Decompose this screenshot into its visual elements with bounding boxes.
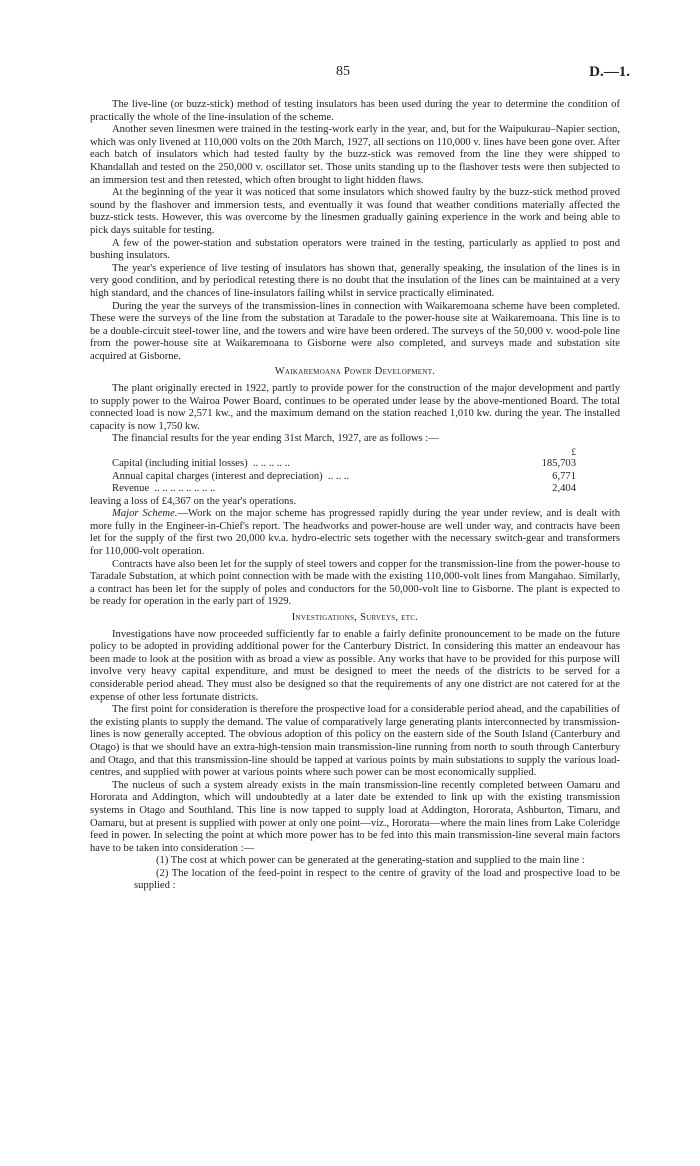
major-scheme-text: —Work on the major scheme has progressed rapidly during the year under review, and is dealt with more fully in the Engineer-in-Chief's report. The headworks and power-house are well under way, and contracts have been let for the supply of the first two 20,000 kv.a. hydro-electric sets together with the necessary switch-gear and transformers for 110,000-volt operation. [90,508,620,558]
dot-leaders: .. .. .. [328,470,350,482]
paragraph: The financial results for the year ending 31st March, 1927, are as follows :— [112,433,439,445]
paragraph: During the year the surveys of the transmission-lines in connection with Waikaremoana scheme have been completed. These were the surveys of the line from the substation at Taradale to the power-house site at Waikaremoana. This line is to be a double-circuit steel-tower line, and the towers and wire have been ordered. The surveys of the 50,000 v. wood-pole line from the power-house site at Waikaremoana to Gisborne were also completed, and surveys made and substation site acquired at Gisborne. [90,300,620,362]
table-row [112,458,576,470]
document-body [90,99,620,893]
paragraph: The nucleus of such a system already exists in the main transmission-line recently completed between Oamaru and Hororata and Addington, which will undoubtedly at a later date be extended to link up with the existing transmission systems in Otago and Southland. This line is now tapped to supply load at Addington, Hororata, Ashburton, Timaru, and Oamaru, but at present is supplied with power at only one point—viz., Hororata—where the main lines from Lake Coleridge feed in power. In selecting the point at which more power has to be fed into this main transmission-line several main factors have to be taken into consideration :— [90,779,620,854]
paragraph: The live-line (or buzz-stick) method of testing insulators has been used during the year to determine the condition of practically the whole of the line-insulation of the scheme. [90,99,620,123]
financial-results-table [112,446,576,496]
table-row [112,471,576,483]
paragraph: The plant originally erected in 1922, partly to provide power for the construction of the major development and partly to supply power to the Wairoa Power Board, continues to be operated under lease by the above-mentioned Board. The total connected load is now 2,571 kw., and the maximum demand on the station reached 1,010 kw. during the year. The installed capacity is now 1,750 kw. [90,383,620,432]
row-label: Annual capital charges (interest and depreciation) [112,470,323,482]
row-label: Revenue [112,483,150,495]
major-scheme-paragraph [90,508,620,558]
paragraph: The year's experience of live testing of insulators has shown that, generally speaking, the insulation of the lines is in very good condition, and by periodical retesting there is no doubt that the insulation of the lines can be maintained at a very high standard, and the chances of line-insulators failing whilst in service practically eliminated. [90,262,620,299]
section-heading-waikaremoana: Waikaremoana Power Development. [274,366,436,378]
page-header [0,64,700,84]
paragraph: Investigations have now proceeded sufficiently far to enable a fairly definite pronouncement to be made on the future policy to be adopted in providing additional power for the Canterbury District. In considering this matter an endeavour has been made to look at the position with as broad a view as possible. Any works that have to be provided for this purpose will involve very heavy capital expenditure, and must be designed to meet the needs of the districts to be served for a considerable period ahead. They must also be designed so that the requirements of any one district are not catered for at the expense of other less fortunate districts. [90,628,620,703]
currency-unit: £ [571,447,576,458]
loss-statement: leaving a loss of £4,367 on the year's operations. [90,495,297,507]
row-label: Capital (including initial losses) [112,458,248,470]
dot-leaders: .. .. .. .. .. [252,458,291,470]
paragraph: A few of the power-station and substation operators were trained in the testing, particularly as applied to post and bushing insulators. [90,237,620,262]
dot-leaders: .. .. .. .. .. .. .. .. [154,483,216,495]
major-scheme-lead: Major Scheme. [112,508,178,520]
row-amount: 185,703 [541,458,576,470]
numbered-item: (2) The location of the feed-point in respect to the centre of gravity of the load and prospective load to be supplied : [134,867,620,892]
paragraph: At the beginning of the year it was noticed that some insulators which showed faulty by the buzz-stick method proved sound by the flashover and immersion tests, and eventually it was found that weather conditions materially affected the buzz-stick tests. However, this was overcome by the linesmen gradually gaining experience in the work and being able to pick days suitable for testing. [90,187,620,236]
row-amount: 2,404 [552,483,576,495]
paragraph: Another seven linesmen were trained in the testing-work early in the year, and, but for the Waipukurau–Napier section, which was only livened at 110,000 volts on the 20th March, 1927, all sections on 110,000 v. lines have been gone over. After each batch of insulators which had tested faulty by the buzz-stick was removed from the line they were shipped to Khandallah and tested on the 250,000 v. oscillator set. Those units standing up to the flashover tests were then subjected to an immersion test and then retested, which often brought to light hidden flaws. [90,124,620,186]
numbered-item: (1) The cost at which power can be generated at the generating-station and supplied to the main line : [156,855,585,867]
paragraph: The first point for consideration is therefore the prospective load for a considerable period ahead, and the capabilities of the existing plants to supply the demand. The value of comparatively large generating plants interconnected by transmission-lines is now generally accepted. The obvious adoption of this policy on the eastern side of the South Island (Canterbury and Otago) is that we should have an extra-high-tension main transmission-line running from north to south through Canterbury and Otago, and that this transmission-line should be tapped at various points by main substations to supply the various load-centres, and supplied with power at various points where such power can be most economically supplied. [90,704,621,779]
row-amount: 6,771 [552,470,576,482]
page-number: 85 [336,64,350,79]
table-row [112,483,576,495]
section-heading-investigations: Investigations, Surveys, etc. [291,612,419,623]
paragraph: Contracts have also been let for the supply of steel towers and copper for the transmission-line from the power-house to Taradale Substation, at which point connection with be made with the existing 110,000-volt lines from Mangahao. Similarly, a contract has been let for the supply of poles and conductors for the 50,000-volt line to Gisborne. The plant is expected to be ready for operation in the early part of 1929. [90,558,620,608]
document-code: D.—1. [589,64,630,80]
